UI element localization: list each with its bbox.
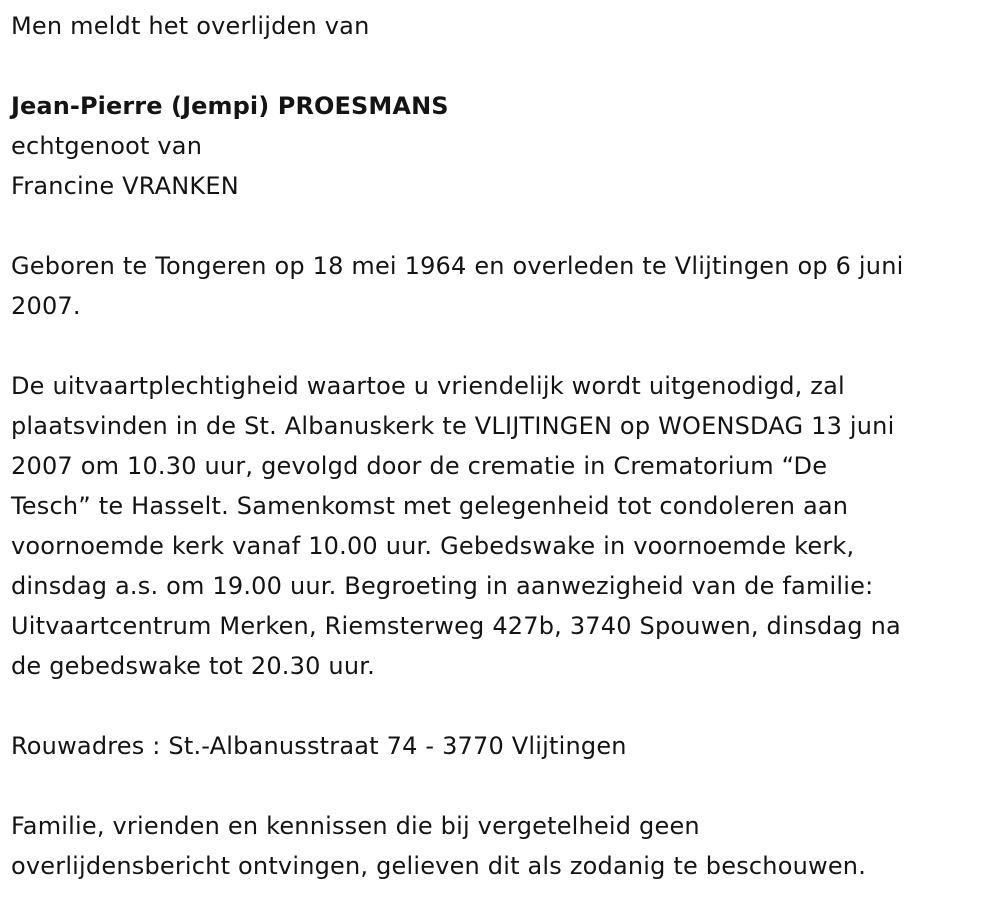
funeral-line: dinsdag a.s. om 19.00 uur. Begroeting in aanwezigheid van de familie: [11,572,874,600]
mourning-address: Rouwadres : St.-Albanusstraat 74 - 3770 Vlijtingen [11,732,627,760]
birth-death-line: 2007. [11,292,81,320]
funeral-line: 2007 om 10.30 uur, gevolgd door de crematie in Crematorium “De [11,452,828,480]
deceased-name: Jean-Pierre (Jempi) PROESMANS [11,92,449,120]
funeral-paragraph [11,366,991,686]
spacer [11,326,991,366]
birth-death-line: Geboren te Tongeren op 18 mei 1964 en overleden te Vlijtingen op 6 juni [11,252,904,280]
closing-line: Familie, vrienden en kennissen die bij vergetelheid geen [11,812,700,840]
relation-text: echtgenoot van [11,132,203,160]
closing-paragraph [11,806,991,886]
funeral-line: Tesch” te Hasselt. Samenkomst met gelegenheid tot condoleren aan [11,492,849,520]
funeral-line: de gebedswake tot 20.30 uur. [11,652,375,680]
funeral-line: voornoemde kerk vanaf 10.00 uur. Gebedswake in voornoemde kerk, [11,532,855,560]
funeral-line: De uitvaartplechtigheid waartoe u vriendelijk wordt uitgenodigd, zal [11,372,845,400]
closing-line: overlijdensbericht ontvingen, gelieven dit als zodanig te beschouwen. [11,852,867,880]
spouse-name: Francine VRANKEN [11,172,239,200]
death-notice [11,0,991,886]
spacer [11,206,991,246]
spacer [11,766,991,806]
intro-text: Men meldt het overlijden van [11,12,370,40]
spacer [11,46,991,86]
spacer [11,686,991,726]
funeral-line: plaatsvinden in de St. Albanuskerk te VLIJTINGEN op WOENSDAG 13 juni [11,412,895,440]
funeral-line: Uitvaartcentrum Merken, Riemsterweg 427b, 3740 Spouwen, dinsdag na [11,612,901,640]
